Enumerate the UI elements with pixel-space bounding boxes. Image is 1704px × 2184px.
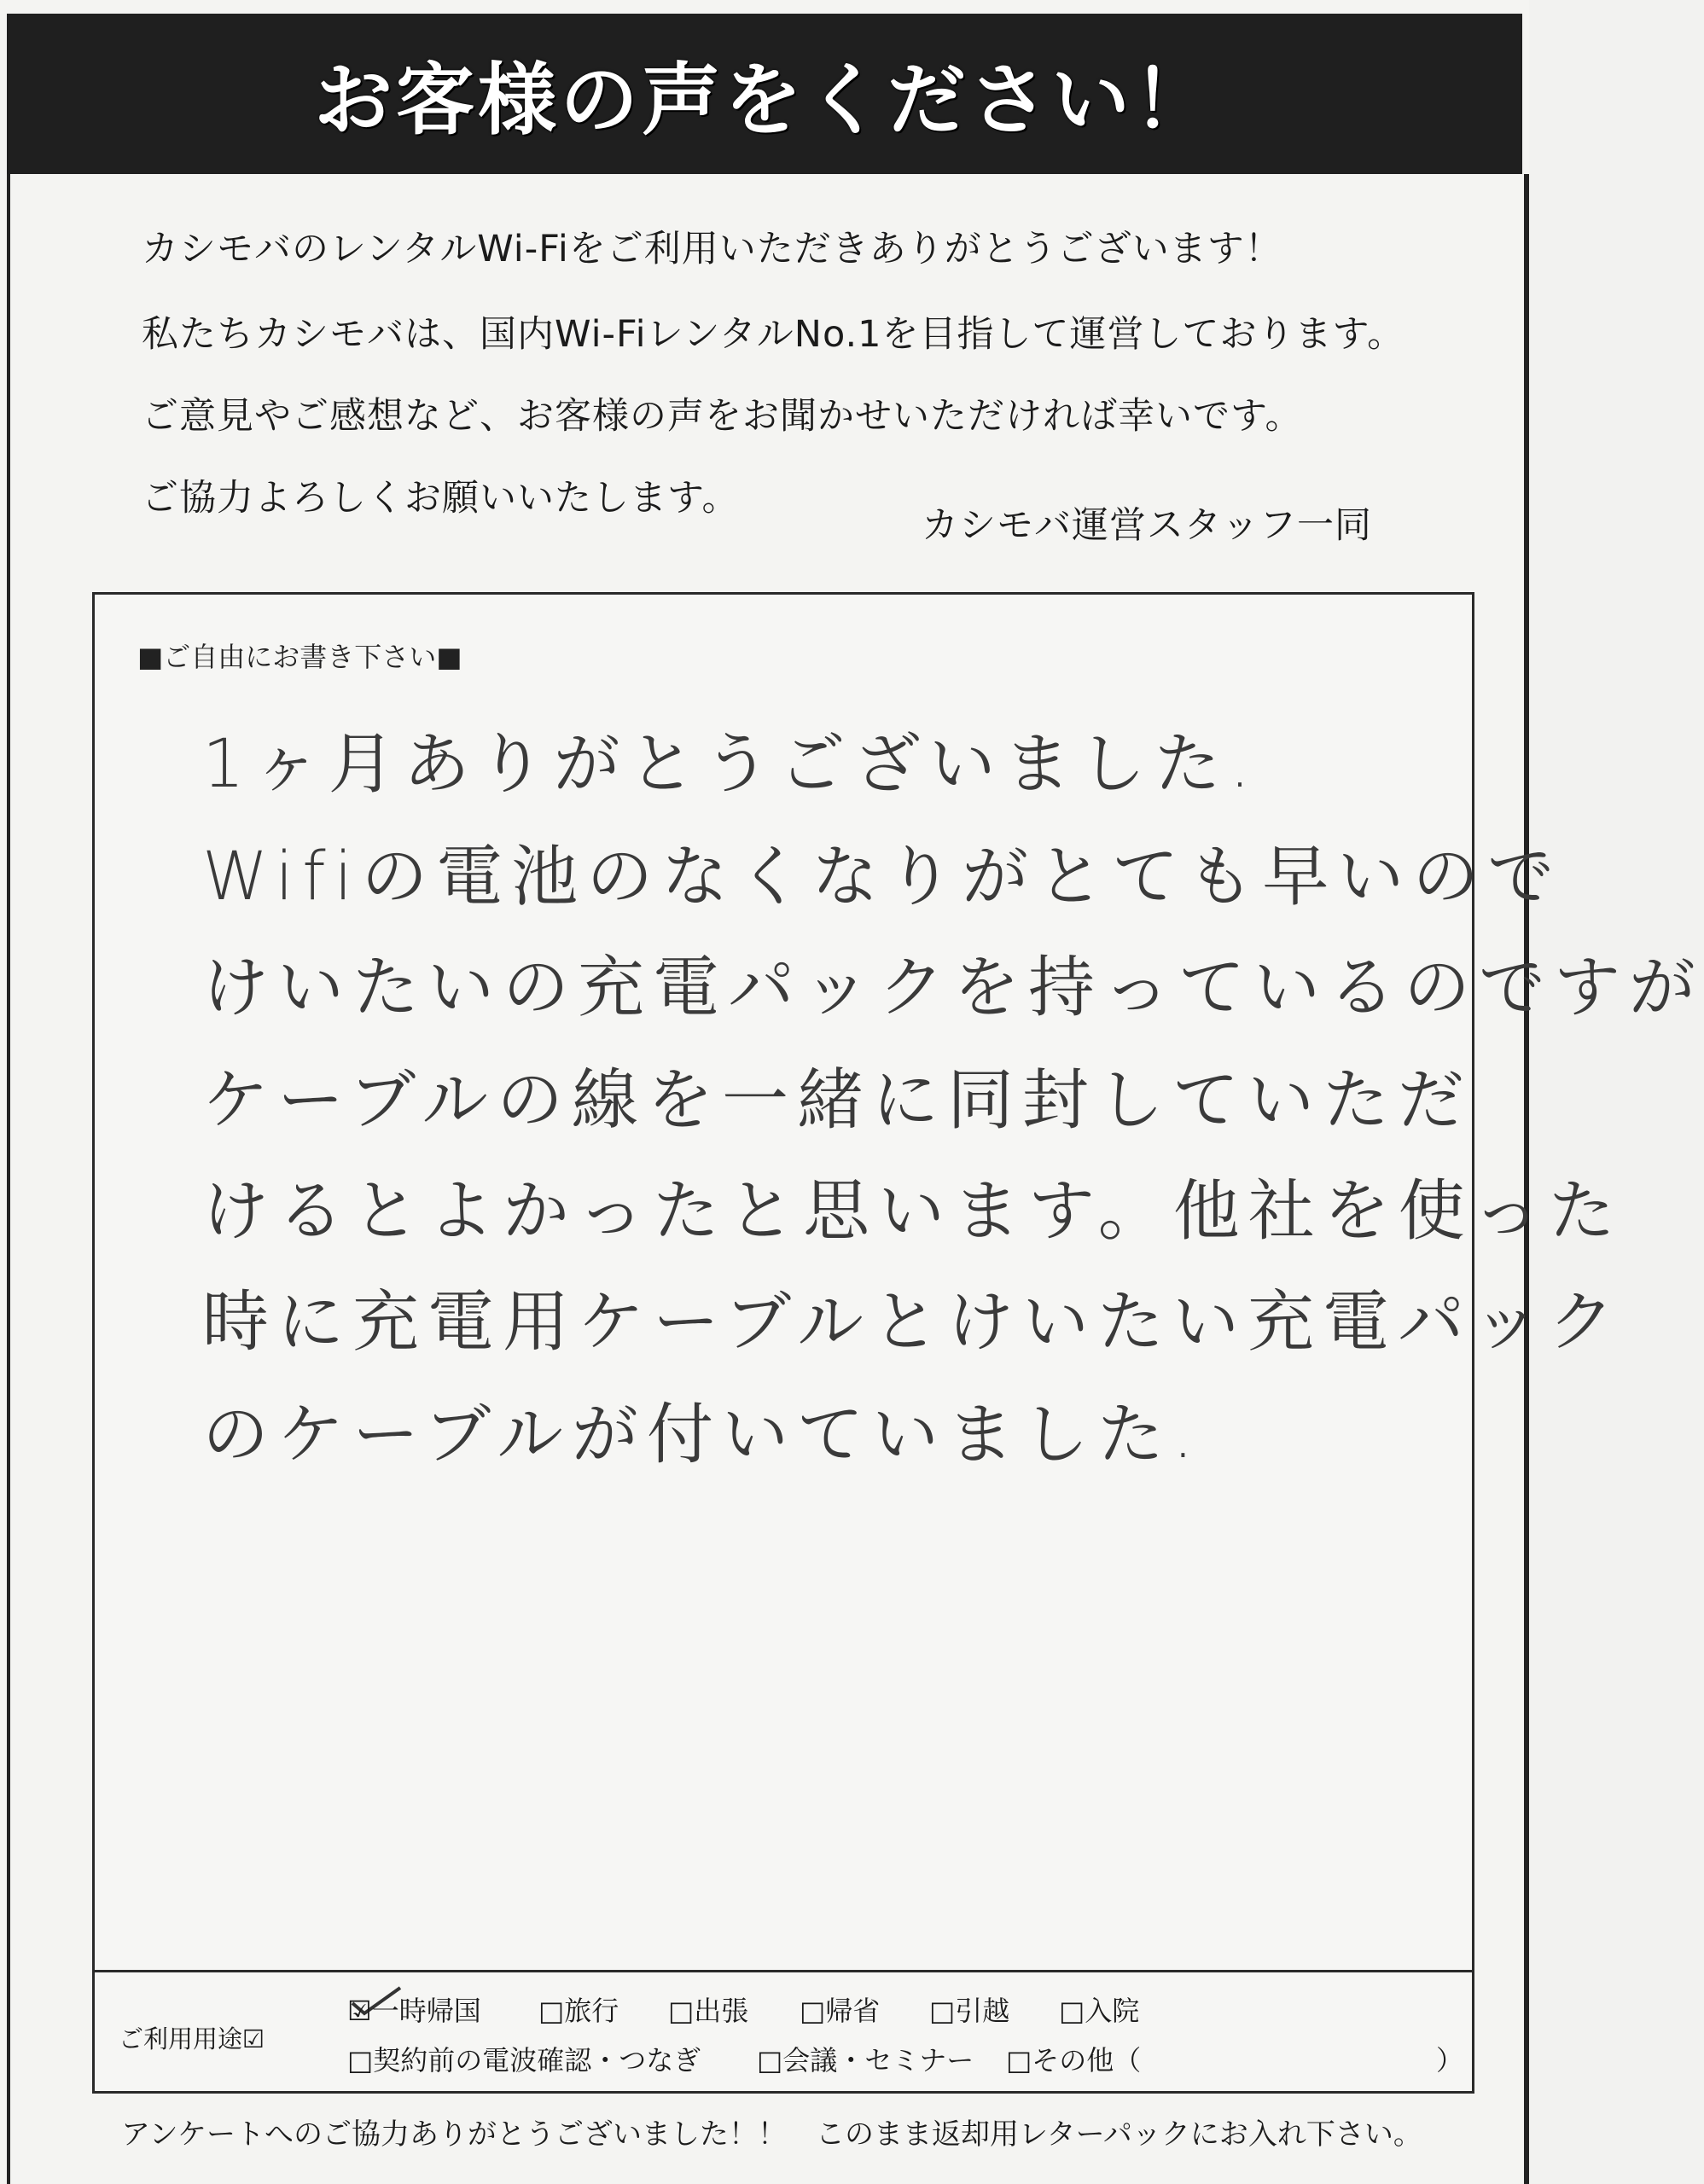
frame-border-left xyxy=(7,174,10,2184)
handwritten-line-7: のケーブルが付いていました. xyxy=(202,1397,1202,1473)
usage-label: ご利用用途☑ xyxy=(119,2024,265,2053)
option-other[interactable]: □その他（ xyxy=(1006,2044,1142,2077)
option-travel[interactable]: □旅行 xyxy=(538,1995,619,2027)
option-business-trip[interactable]: □出張 xyxy=(668,1995,749,2027)
intro-line-1: カシモバのレンタルWi-Fiをご利用いただきありがとうございます！ xyxy=(142,228,1282,270)
handwritten-line-3: けいたいの充電パックを持っているのですが xyxy=(202,950,1704,1026)
option-homecoming[interactable]: □帰省 xyxy=(800,1995,881,2027)
footer-note: アンケートへのご協力ありがとうございました！！ このまま返却用レターパックにお入れ下さい。 xyxy=(121,2117,1422,2152)
free-comment-box xyxy=(92,592,1704,2094)
handwritten-line-5: けるとよかったと思います。他社を使った xyxy=(202,1173,1624,1250)
option-moving[interactable]: □引越 xyxy=(929,1995,1010,2027)
option-pre-contract-check[interactable]: □契約前の電波確認・つなぎ xyxy=(347,2044,701,2077)
intro-line-2: 私たちカシモバは、国内Wi-FiレンタルNo.1を目指して運営しております。 xyxy=(142,313,1405,356)
option-meeting-seminar[interactable]: □会議・セミナー xyxy=(757,2044,974,2077)
handwritten-line-2: Wifiの電池のなくなりがとても早いので xyxy=(202,839,1563,915)
usage-section xyxy=(95,1970,1472,2094)
title-banner xyxy=(7,14,1522,174)
intro-line-4: ご協力よろしくお願いいたします。 xyxy=(142,477,740,520)
handwritten-line-4: ケーブルの線を一緒に同封していただ xyxy=(202,1062,1473,1139)
intro-line-3: ご意見やご感想など、お客様の声をお聞かせいただければ幸いです。 xyxy=(142,395,1303,438)
handwritten-line-6: 時に充電用ケーブルとけいたい充電パック xyxy=(202,1284,1623,1361)
page-title: お客様の声をください！ xyxy=(313,55,1215,146)
option-temporary-return[interactable]: ☑一時帰国 xyxy=(347,1995,481,2027)
comment-box-label: ■ご自由にお書き下さい■ xyxy=(137,641,462,673)
staff-signature: カシモバ運営スタッフ一同 xyxy=(922,504,1372,547)
handwritten-line-1: 1ヶ月ありがとうございました. xyxy=(202,726,1259,803)
option-hospitalization[interactable]: □入院 xyxy=(1059,1995,1140,2027)
option-other-close-paren: ） xyxy=(1436,2044,1464,2077)
